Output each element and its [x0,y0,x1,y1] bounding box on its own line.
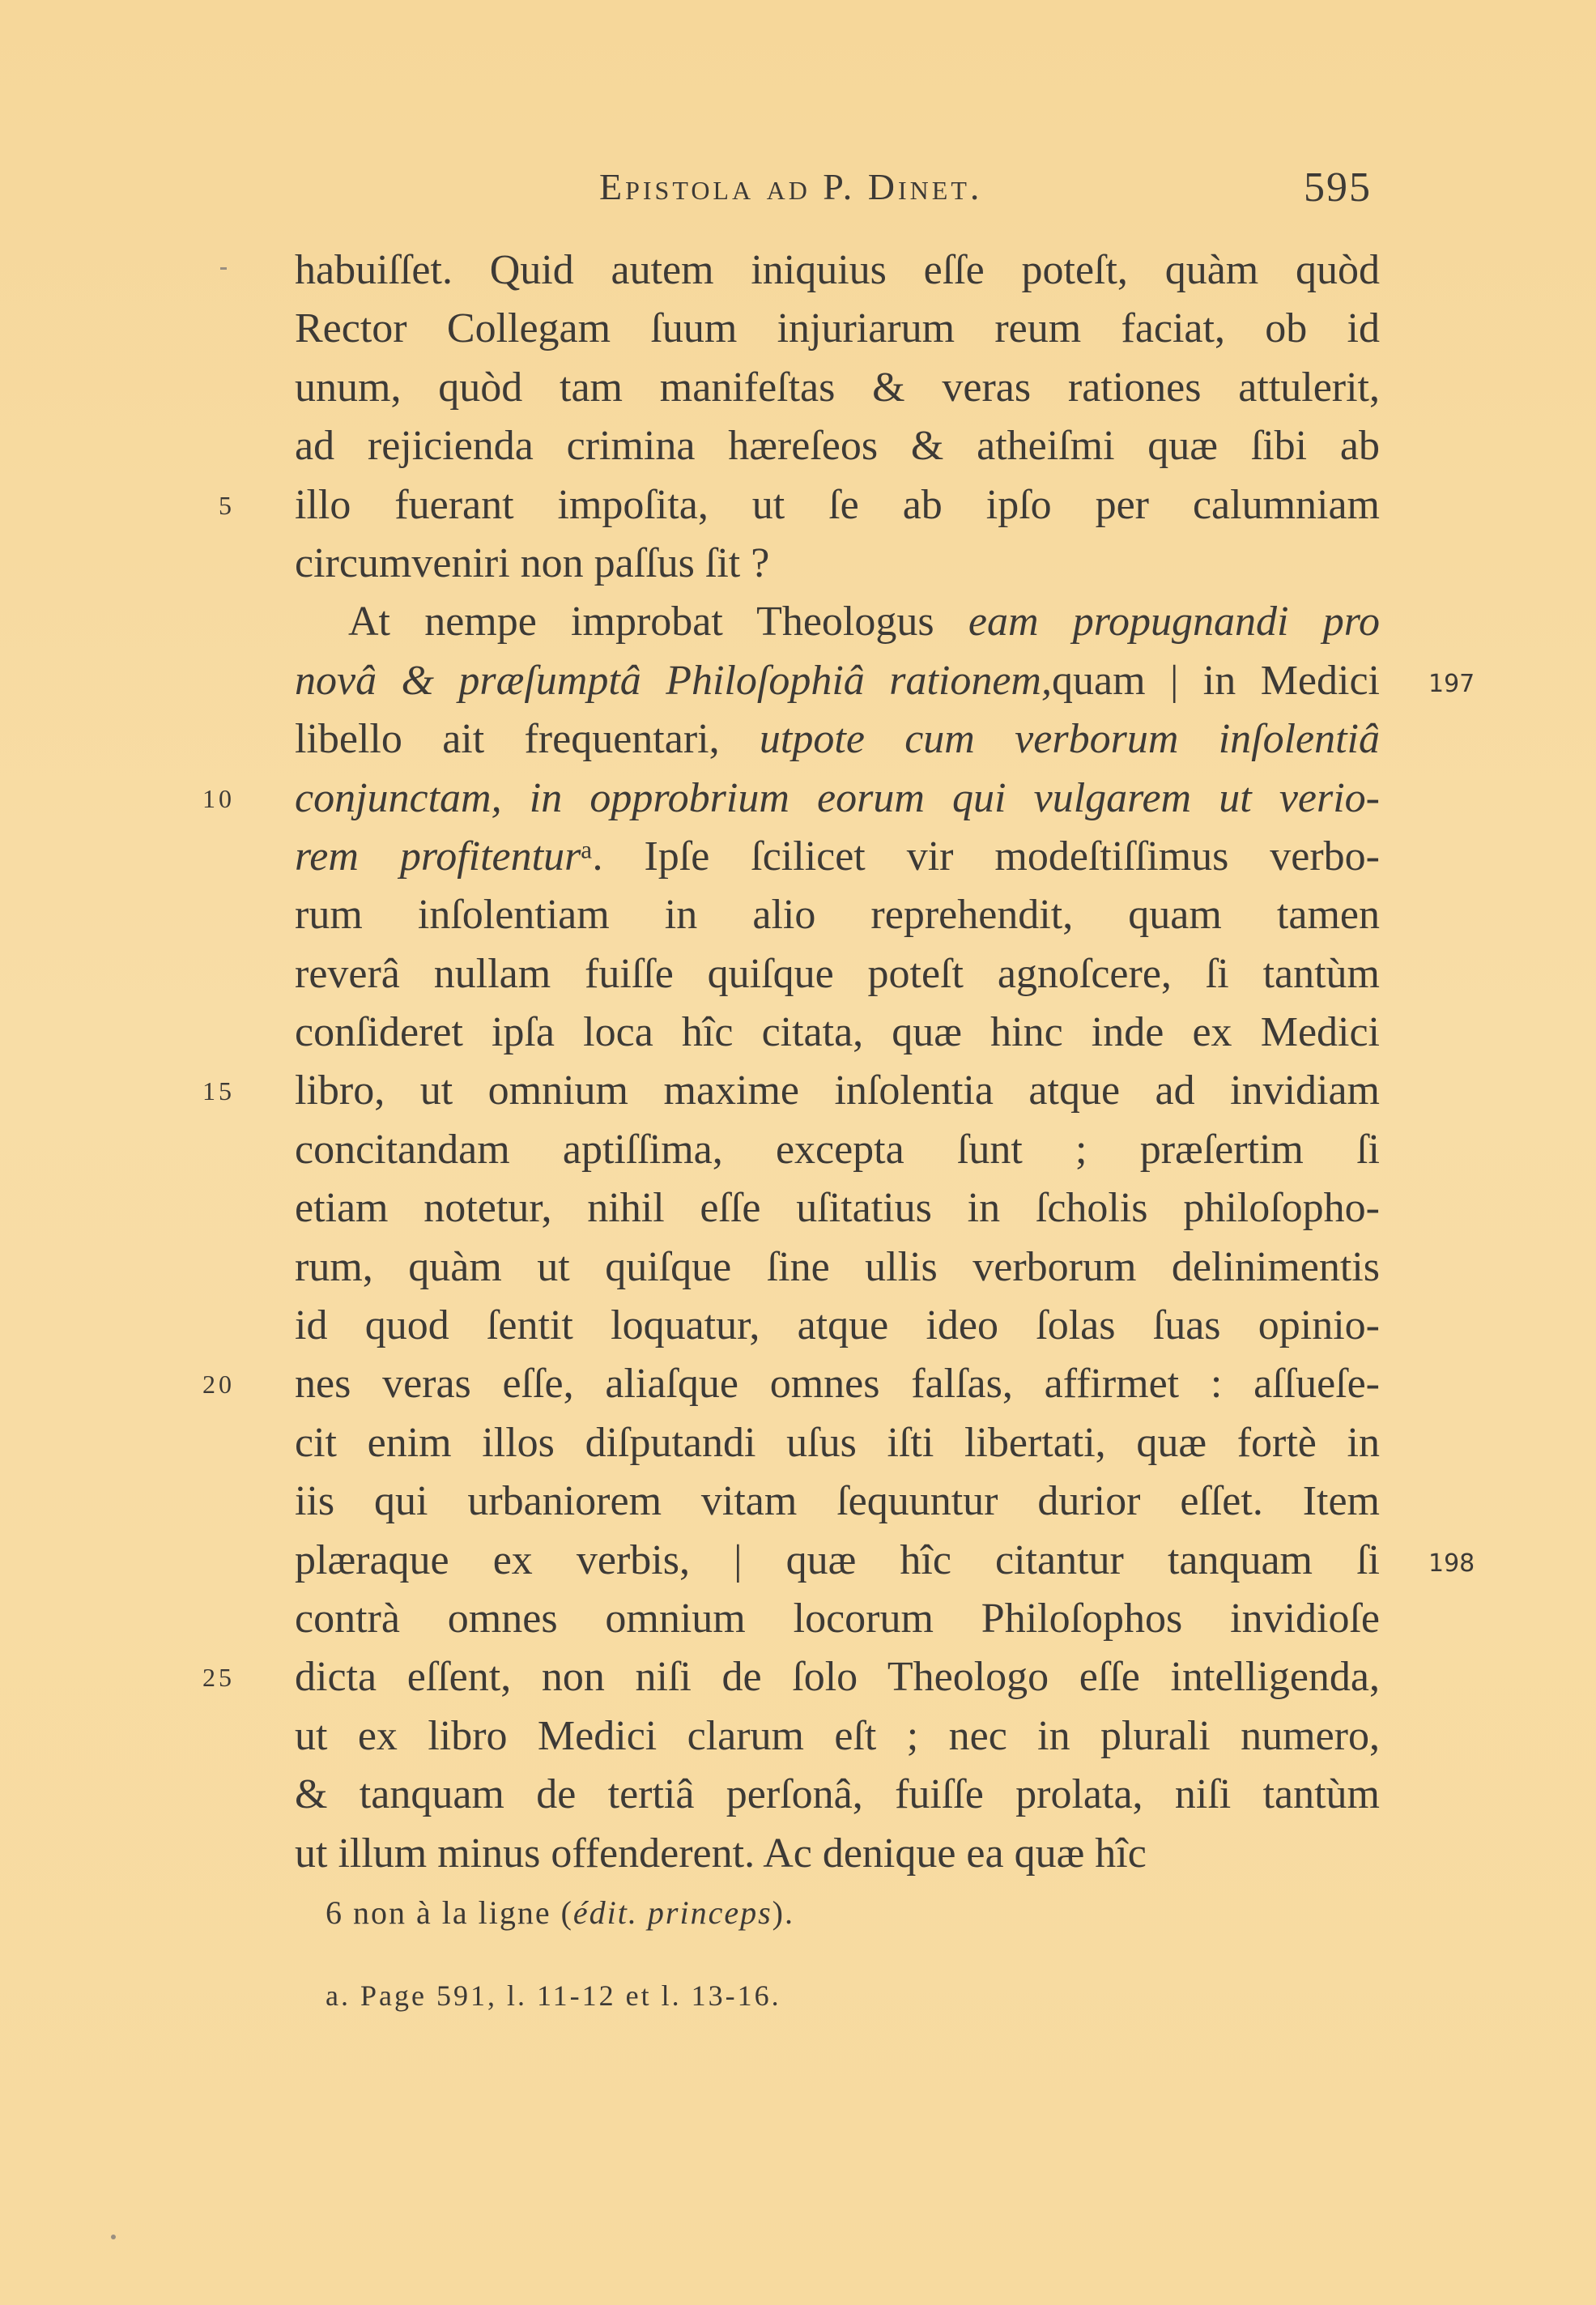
italic-quotation: rem profitentur [295,833,581,880]
text-line [295,593,1380,651]
line-text: id quod ſentit loquatur, atque ideo ſolas ſuas opinio- [295,1302,1380,1349]
text-line [295,1707,1380,1766]
text-line [295,359,1380,417]
line-text: plæraque ex verbis, | quæ hîc citantur tanquam ſi [295,1536,1380,1583]
line-text: nes veras eſſe, aliaſque omnes falſas, affirmet : aſſueſe- [295,1361,1380,1408]
text-line [295,828,1380,886]
variant-footnote [326,1894,1378,1932]
text-line [295,417,1380,475]
line-text: concitandam aptiſſima, excepta ſunt ; præſertim ſi [295,1126,1380,1173]
text-line [295,1766,1380,1824]
text-line [295,652,1475,710]
text-line [295,1179,1380,1238]
line-text: reverâ nullam fuiſſe quiſque poteſt agnoſcere, ſi tantùm [295,950,1380,997]
line-text: libello ait frequentari, [295,716,720,763]
line-text: dicta eſſent, non niſi de ſolo Theologo eſſe intelligenda, [295,1654,1380,1701]
original-page-number: 198 [1428,1549,1475,1578]
text-line [295,1121,1380,1179]
line-number: 15 [202,1076,235,1106]
text-line [202,1062,1380,1120]
text-line [295,1297,1380,1355]
line-text: habuiſſet. Quid autem iniquius eſſe poteſt, quàm quòd [295,247,1380,293]
text-line [219,476,1380,535]
line-text: unum, quòd tam manifeſtas & veras rationes attulerit, [295,364,1380,411]
italic-quotation: conjunctam, in opprobrium eorum qui vulgarem ut verio- [295,774,1380,821]
line-text: ut illum minus offenderent. Ac denique ea quæ hîc [295,1830,1147,1877]
line-number: 5 [219,490,235,520]
text-line [202,769,1380,828]
text-line [295,1003,1380,1062]
text-line [295,241,1380,300]
line-text: ad rejicienda crimina hæreſeos & atheiſmi quæ ſibi ab [295,423,1380,470]
text-line [202,1648,1380,1706]
margin-mark [220,267,227,270]
variant-footnote-text: 6 non à la ligne ( [326,1894,573,1931]
line-text: At nempe improbat Theologus [348,599,934,645]
text-line [295,945,1380,1003]
line-text: etiam notetur, nihil eſſe uſitatius in ſcholis philoſopho- [295,1185,1380,1232]
text-line [295,1532,1475,1590]
line-text: ᵃ. Ipſe ſcilicet vir modeſtiſſimus verbo- [581,833,1380,880]
line-number: 20 [202,1370,235,1400]
line-text: Rector Collegam ſuum injuriarum reum faciat, ob id [295,305,1380,352]
line-text: contrà omnes omnium locorum Philoſophos invidioſe [295,1595,1380,1642]
line-text: rum inſolentiam in alio reprehendit, quam tamen [295,892,1380,939]
italic-quotation: utpote cum verborum inſolentiâ [759,716,1381,763]
italic-quotation: novâ & præſumptâ Philoſophiâ rationem, [295,657,1052,704]
line-text: conſideret ipſa loca hîc citata, quæ hinc inde ex Medici [295,1009,1380,1056]
line-number: 25 [202,1663,235,1693]
body-text [202,241,1475,1883]
line-text: libro, ut omnium maxime inſolentia atque ad invidiam [295,1067,1380,1114]
original-page-number: 197 [1428,669,1475,698]
line-text: iis qui urbaniorem vitam ſequuntur durior eſſet. Item [295,1478,1380,1525]
running-title: Epistola ad P. Dinet. [599,166,983,207]
text-line [295,1472,1380,1531]
margin-dot [111,2235,116,2239]
text-line [295,710,1380,769]
text-line [295,1590,1380,1648]
text-line [295,1414,1380,1472]
page-number: 595 [1304,164,1372,211]
variant-footnote-edition: édit. princeps [572,1894,772,1931]
line-text: & tanquam de tertiâ perſonâ, fuiſſe prolata, niſi tantùm [295,1771,1380,1818]
page-header [0,159,1596,215]
line-number: 10 [202,783,235,813]
text-line [202,1355,1380,1413]
reference-footnote: a. Page 591, l. 11-12 et l. 13-16. [326,1979,781,2012]
line-text: illo fuerant impoſita, ut ſe ab ipſo per calumniam [295,481,1380,528]
text-line [295,886,1380,944]
text-line [295,1238,1380,1297]
line-text: rum, quàm ut quiſque ſine ullis verborum delinimentis [295,1243,1380,1290]
text-line [295,1825,1380,1883]
line-text: circumveniri non paſſus ſit ? [295,539,770,586]
line-text: quam | in Medici [1051,657,1380,704]
italic-quotation: eam propugnandi pro [968,599,1381,645]
text-line [295,535,1380,593]
variant-footnote-tail: ). [772,1894,794,1931]
text-line [295,300,1380,358]
line-text: cit enim illos diſputandi uſus iſti libertati, quæ fortè in [295,1419,1380,1466]
line-text: ut ex libro Medici clarum eſt ; nec in plurali numero, [295,1712,1380,1759]
